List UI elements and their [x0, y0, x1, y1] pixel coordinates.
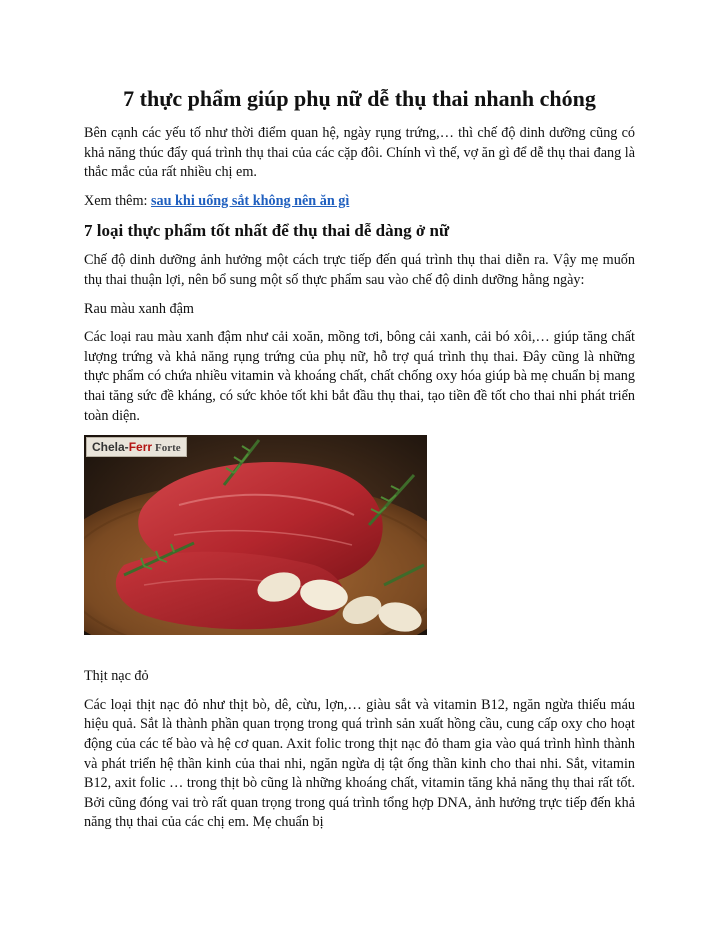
- red-meat-photo: [84, 435, 427, 635]
- item-title-greens: Rau màu xanh đậm: [84, 300, 194, 317]
- see-also-label: Xem thêm:: [84, 192, 151, 209]
- page-title: 7 thực phẩm giúp phụ nữ dễ thụ thai nhanh chóng: [123, 86, 596, 111]
- item-title-red-meat: Thịt nạc đỏ: [84, 668, 149, 685]
- see-also-link[interactable]: sau khi uống sắt không nên ăn gì: [150, 192, 350, 209]
- red-meat-illustration: [84, 435, 427, 635]
- section-intro: Chế độ dinh dưỡng ảnh hưởng một cách trực tiếp đến quá trình thụ thai diễn ra. Vậy mẹ muốn thụ thai thuận lợi, nên bổ sung một số thực phẩm sau vào chế độ dinh dưỡng hằng ngày:: [84, 252, 635, 288]
- brand-logo: Chela-Ferr Forte: [86, 437, 187, 457]
- item-text-red-meat: Các loại thịt nạc đỏ như thịt bò, dê, cừu, lợn,… giàu sắt và vitamin B12, ngăn ngừa thiếu máu hiệu quả. Sắt là thành phần quan trọng trong quá trình sản xuất hồng cầu, cung cấp oxy cho hoạt động của các tế bào và hệ cơ quan. Axit folic trong thịt nạc đỏ tham gia vào quá trình hình thành và phát triển hệ thần kinh của thai nhi, ngăn ngừa dị tật ống thần kinh cho thai nhi. Sắt, vitamin B12, axit folic … trong thịt bò cũng là những khoáng chất, vitamin tăng khả năng thụ thai rất tốt. Bởi cũng đóng vai trò rất quan trọng trong quá trình tổng hợp DNA, ảnh hưởng trực tiếp đến khả năng thụ thai của các chị em. Mẹ chuẩn bị: [84, 696, 635, 831]
- intro-paragraph: Bên cạnh các yếu tố như thời điểm quan hệ, ngày rụng trứng,… thì chế độ dinh dưỡng cũng có khả năng thúc đẩy quá trình thụ thai của các cặp đôi. Chính vì thế, vợ ăn gì để dễ thụ thai đang là thắc mắc của rất nhiều chị em.: [84, 125, 635, 181]
- document-page: [84, 84, 635, 842]
- item-text-greens: Các loại rau màu xanh đậm như cải xoăn, mồng tơi, bông cải xanh, cải bó xôi,… giúp tăng chất lượng trứng và khả năng rụng trứng của phụ nữ, hỗ trợ quá trình thụ thai. Đây cũng là những thực phẩm có chứa nhiều vitamin và khoáng chất, chất chống oxy hóa giúp bà mẹ chuẩn bị mang thai tăng sức đề kháng, có sức khỏe tốt khi bắt đầu thụ thai, tạo tiền đề tốt cho thai nhi phát triển toàn diện.: [84, 329, 635, 424]
- see-also-line: [84, 192, 635, 212]
- section-heading: 7 loại thực phẩm tốt nhất để thụ thai dễ dàng ở nữ: [84, 221, 450, 241]
